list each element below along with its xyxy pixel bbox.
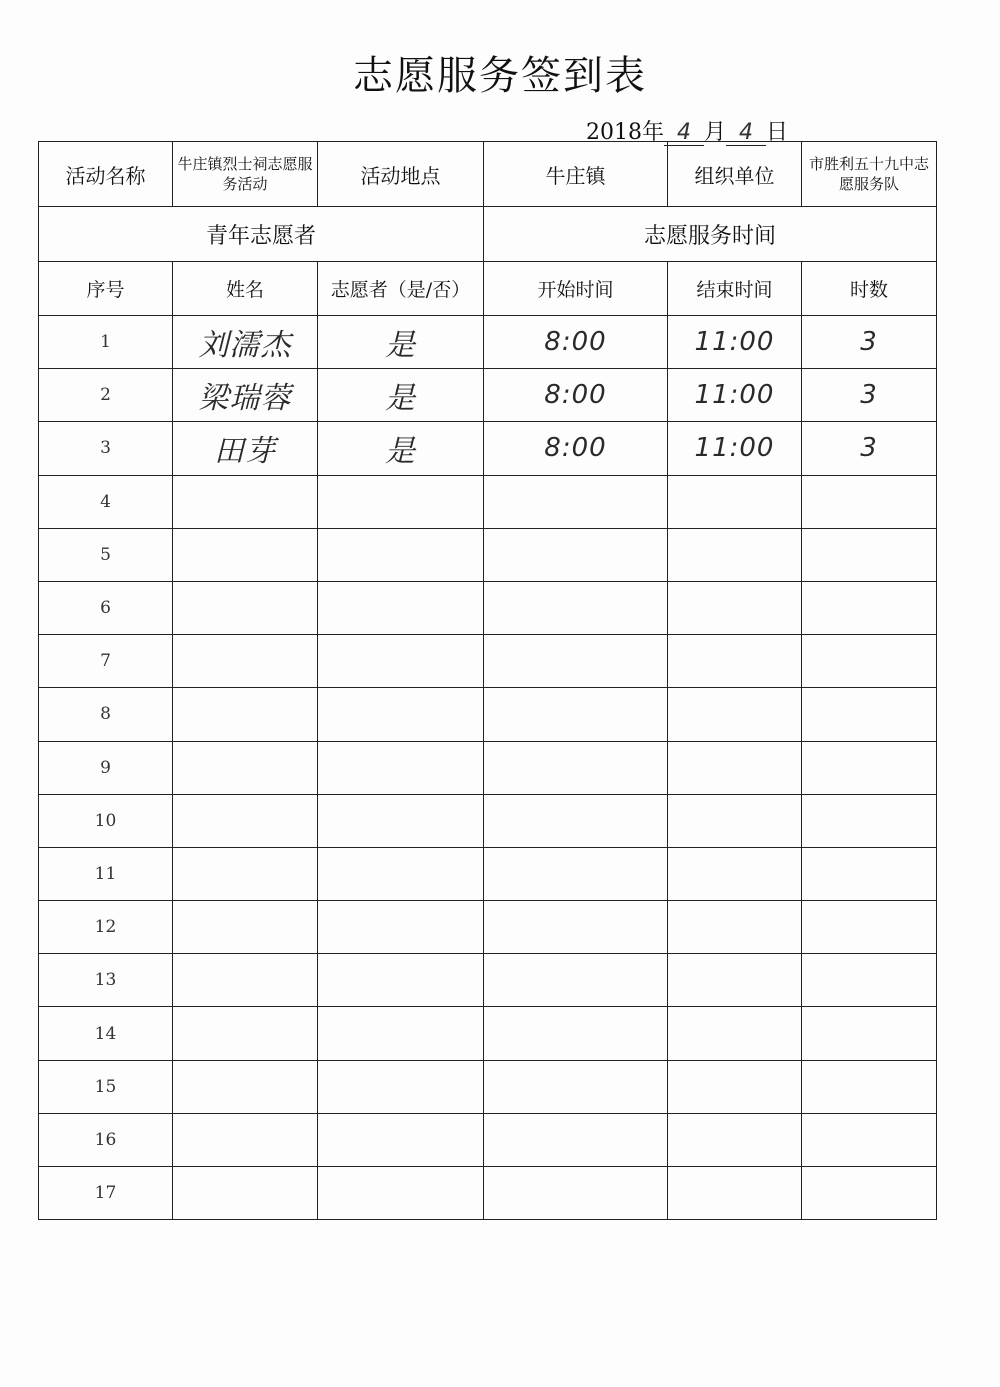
row-end-time: 11:00	[668, 316, 802, 369]
row-end-time	[668, 528, 802, 581]
table-row	[39, 1060, 937, 1113]
row-volunteer	[318, 475, 484, 528]
table-row	[39, 581, 937, 634]
row-number: 1	[39, 316, 173, 369]
row-start-time	[484, 635, 668, 688]
row-volunteer	[318, 581, 484, 634]
table-row	[39, 901, 937, 954]
row-start-time	[484, 954, 668, 1007]
row-name	[173, 1007, 318, 1060]
row-start-time	[484, 741, 668, 794]
row-name	[173, 901, 318, 954]
row-name	[173, 688, 318, 741]
column-header-no: 序号	[39, 262, 173, 316]
table-row	[39, 316, 937, 369]
table-row	[39, 475, 937, 528]
date-month-value: 4	[664, 120, 704, 146]
row-volunteer	[318, 741, 484, 794]
row-start-time	[484, 1060, 668, 1113]
row-number: 10	[39, 794, 173, 847]
row-end-time	[668, 954, 802, 1007]
row-volunteer	[318, 1113, 484, 1166]
row-name	[173, 954, 318, 1007]
row-name	[173, 794, 318, 847]
row-end-time	[668, 1167, 802, 1220]
row-hours	[802, 954, 937, 1007]
row-volunteer	[318, 954, 484, 1007]
row-hours	[802, 847, 937, 900]
organizer-label: 组织单位	[668, 142, 802, 207]
row-number: 17	[39, 1167, 173, 1220]
column-header-volunteer: 志愿者（是/否）	[318, 262, 484, 316]
row-volunteer: 是	[318, 316, 484, 369]
column-header-row	[39, 262, 937, 316]
row-end-time	[668, 475, 802, 528]
row-hours	[802, 475, 937, 528]
row-start-time	[484, 688, 668, 741]
row-number: 14	[39, 1007, 173, 1060]
row-hours	[802, 528, 937, 581]
row-name: 梁瑞蓉	[173, 369, 318, 422]
row-end-time	[668, 1113, 802, 1166]
row-start-time: 8:00	[484, 316, 668, 369]
row-volunteer	[318, 528, 484, 581]
row-start-time: 8:00	[484, 369, 668, 422]
row-end-time	[668, 741, 802, 794]
row-volunteer: 是	[318, 369, 484, 422]
table-row	[39, 1167, 937, 1220]
row-end-time	[668, 635, 802, 688]
section-volunteers: 青年志愿者	[39, 207, 484, 262]
info-row	[39, 142, 937, 207]
date-month-label: 月	[704, 120, 727, 145]
row-hours	[802, 1113, 937, 1166]
table-row	[39, 422, 937, 475]
row-volunteer	[318, 901, 484, 954]
row-volunteer: 是	[318, 422, 484, 475]
table-row	[39, 528, 937, 581]
location-label: 活动地点	[318, 142, 484, 207]
table-row	[39, 369, 937, 422]
row-number: 9	[39, 741, 173, 794]
table-row	[39, 847, 937, 900]
row-volunteer	[318, 1007, 484, 1060]
row-number: 4	[39, 475, 173, 528]
activity-name-value: 牛庄镇烈士祠志愿服务活动	[173, 142, 318, 207]
row-end-time: 11:00	[668, 422, 802, 475]
row-name	[173, 1113, 318, 1166]
row-number: 5	[39, 528, 173, 581]
row-name: 刘濡杰	[173, 316, 318, 369]
row-end-time	[668, 1007, 802, 1060]
row-name	[173, 475, 318, 528]
row-volunteer	[318, 688, 484, 741]
row-start-time	[484, 847, 668, 900]
row-start-time	[484, 1007, 668, 1060]
row-end-time: 11:00	[668, 369, 802, 422]
row-name	[173, 1167, 318, 1220]
row-end-time	[668, 688, 802, 741]
date-day-value: 4	[726, 120, 766, 146]
row-start-time	[484, 1113, 668, 1166]
column-header-hours: 时数	[802, 262, 937, 316]
row-hours	[802, 794, 937, 847]
row-end-time	[668, 794, 802, 847]
row-end-time	[668, 1060, 802, 1113]
sign-in-table	[38, 141, 937, 1220]
row-number: 6	[39, 581, 173, 634]
column-header-name: 姓名	[173, 262, 318, 316]
row-number: 16	[39, 1113, 173, 1166]
row-hours	[802, 741, 937, 794]
table-row	[39, 1007, 937, 1060]
row-name: 田芽	[173, 422, 318, 475]
organizer-value: 市胜利五十九中志愿服务队	[802, 142, 937, 207]
table-row	[39, 688, 937, 741]
page-title: 志愿服务签到表	[353, 53, 647, 99]
row-hours: 3	[802, 316, 937, 369]
row-name	[173, 847, 318, 900]
row-hours	[802, 901, 937, 954]
row-hours: 3	[802, 369, 937, 422]
column-header-start: 开始时间	[484, 262, 668, 316]
column-header-end: 结束时间	[668, 262, 802, 316]
date-year: 2018年	[586, 120, 664, 145]
row-number: 2	[39, 369, 173, 422]
row-volunteer	[318, 1060, 484, 1113]
row-name	[173, 581, 318, 634]
row-start-time	[484, 794, 668, 847]
section-row	[39, 207, 937, 262]
row-number: 12	[39, 901, 173, 954]
table-row	[39, 635, 937, 688]
date-day-label: 日	[766, 120, 789, 145]
row-hours	[802, 1007, 937, 1060]
row-name	[173, 1060, 318, 1113]
location-value: 牛庄镇	[484, 142, 668, 207]
row-end-time	[668, 901, 802, 954]
table-row	[39, 794, 937, 847]
row-hours	[802, 1060, 937, 1113]
row-number: 8	[39, 688, 173, 741]
table-row	[39, 1113, 937, 1166]
row-hours	[802, 581, 937, 634]
row-number: 11	[39, 847, 173, 900]
table-row	[39, 954, 937, 1007]
row-volunteer	[318, 635, 484, 688]
row-number: 13	[39, 954, 173, 1007]
row-end-time	[668, 581, 802, 634]
section-service-time: 志愿服务时间	[484, 207, 937, 262]
row-hours	[802, 635, 937, 688]
row-name	[173, 741, 318, 794]
activity-name-label: 活动名称	[39, 142, 173, 207]
row-volunteer	[318, 794, 484, 847]
row-start-time	[484, 581, 668, 634]
row-hours	[802, 688, 937, 741]
row-number: 3	[39, 422, 173, 475]
row-start-time	[484, 528, 668, 581]
row-start-time	[484, 1167, 668, 1220]
row-start-time	[484, 475, 668, 528]
row-name	[173, 528, 318, 581]
table-row	[39, 741, 937, 794]
row-end-time	[668, 847, 802, 900]
row-volunteer	[318, 1167, 484, 1220]
row-start-time	[484, 901, 668, 954]
row-hours	[802, 1167, 937, 1220]
row-name	[173, 635, 318, 688]
row-volunteer	[318, 847, 484, 900]
row-number: 15	[39, 1060, 173, 1113]
row-hours: 3	[802, 422, 937, 475]
row-number: 7	[39, 635, 173, 688]
row-start-time: 8:00	[484, 422, 668, 475]
